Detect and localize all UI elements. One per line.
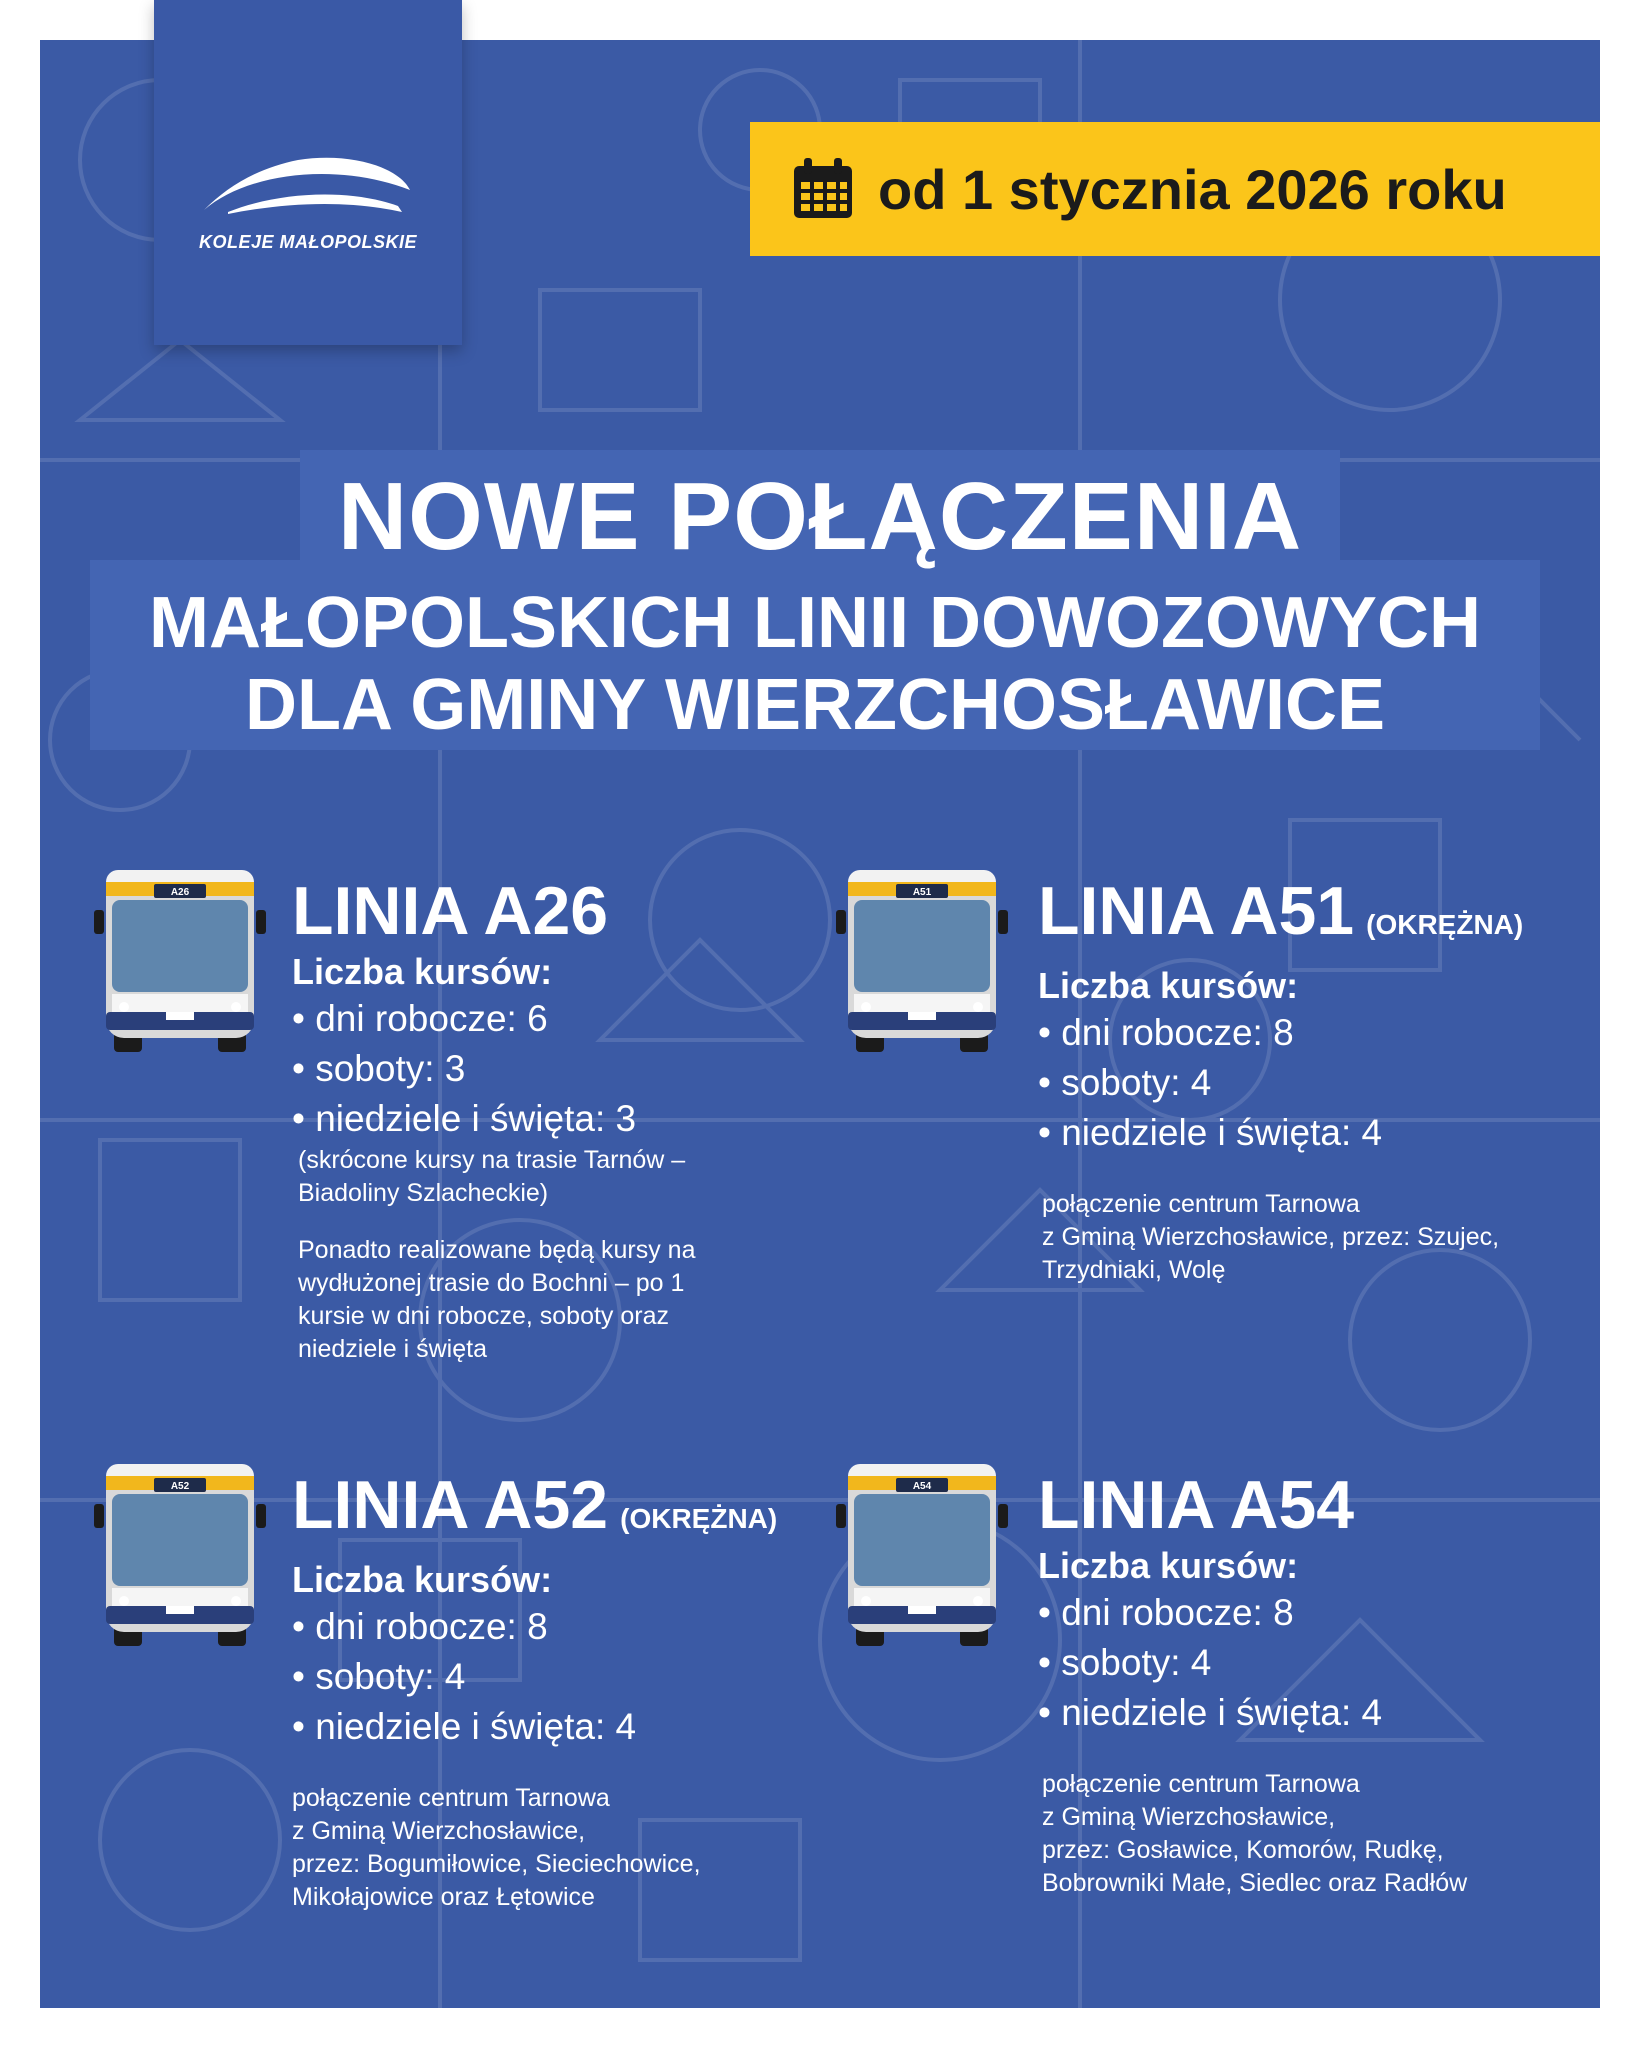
courses-label: Liczba kursów: — [292, 1559, 553, 1600]
headline-main: NOWE POŁĄCZENIA — [337, 463, 1303, 570]
headline-sub-line-2: DLA GMINY WIERZCHOSŁAWICE — [245, 665, 1385, 745]
courses-sundays: • niedziele i święta: 4 — [1038, 1112, 1383, 1153]
line-a52 — [292, 1466, 777, 1914]
bus-sign-text: A51 — [912, 887, 932, 898]
line-name: LINIA A51 — [1038, 873, 1355, 949]
desc-line: Mikołajowice oraz Łętowice — [292, 1883, 595, 1911]
desc-line: z Gminą Wierzchosławice, — [1042, 1803, 1336, 1831]
line-name: LINIA A54 — [1038, 1467, 1355, 1543]
courses-workdays: • dni robocze: 8 — [1038, 1592, 1294, 1633]
desc-line: z Gminą Wierzchosławice, przez: Szujec, — [1042, 1223, 1500, 1251]
headline-sub — [90, 582, 1540, 746]
line-name: LINIA A52 — [292, 1467, 609, 1543]
line-note: (OKRĘŻNA) — [1366, 909, 1524, 940]
bus-icon — [92, 1456, 268, 1648]
start-date-text: od 1 stycznia 2026 roku — [878, 157, 1507, 221]
courses-workdays: • dni robocze: 8 — [1038, 1012, 1294, 1053]
route-note-1: (skrócone kursy na trasie Tarnów – — [298, 1146, 686, 1174]
courses-saturdays: • soboty: 4 — [1038, 1062, 1212, 1103]
desc-line: przez: Gosławice, Komorów, Rudkę, — [1042, 1836, 1444, 1864]
desc-line: połączenie centrum Tarnowa — [1042, 1770, 1360, 1798]
desc-line: kursie w dni robocze, soboty oraz — [298, 1302, 670, 1330]
line-title — [1038, 872, 1523, 964]
bus-icon — [834, 1456, 1010, 1648]
route-note-2: Biadoliny Szlacheckie) — [298, 1179, 549, 1207]
desc-line: połączenie centrum Tarnowa — [292, 1784, 610, 1812]
date-banner — [750, 122, 1600, 256]
logo-swoosh-icon — [198, 152, 418, 222]
line-note: (OKRĘŻNA) — [620, 1503, 778, 1534]
bus-icon — [834, 862, 1010, 1054]
headline-sub-line-1: MAŁOPOLSKICH LINII DOWOZOWYCH — [149, 583, 1481, 663]
route-description — [292, 1782, 777, 1914]
line-a51 — [1038, 872, 1523, 1287]
logo-text: KOLEJE MAŁOPOLSKIE — [198, 232, 418, 252]
logo-box — [154, 0, 462, 345]
courses-sundays: • niedziele i święta: 3 — [292, 1098, 637, 1139]
line-name: LINIA A26 — [292, 873, 609, 949]
desc-line: z Gminą Wierzchosławice, — [292, 1817, 586, 1845]
courses-sundays: • niedziele i święta: 4 — [1038, 1692, 1383, 1733]
line-title — [1038, 1466, 1467, 1544]
bus-sign-text: A52 — [170, 1481, 190, 1492]
line-a54 — [1038, 1466, 1467, 1900]
courses-saturdays: • soboty: 3 — [292, 1048, 466, 1089]
desc-line: przez: Bogumiłowice, Sieciechowice, — [292, 1850, 701, 1878]
desc-line: Ponadto realizowane będą kursy na — [298, 1236, 696, 1264]
courses-saturdays: • soboty: 4 — [1038, 1642, 1212, 1683]
desc-line: Bobrowniki Małe, Siedlec oraz Radłów — [1042, 1869, 1468, 1897]
courses-label: Liczba kursów: — [292, 951, 553, 992]
desc-line: połączenie centrum Tarnowa — [1042, 1190, 1360, 1218]
route-description — [298, 1234, 696, 1366]
courses-sundays: • niedziele i święta: 4 — [292, 1706, 637, 1747]
courses-label: Liczba kursów: — [1038, 965, 1299, 1006]
courses-workdays: • dni robocze: 6 — [292, 998, 548, 1039]
route-description — [1042, 1768, 1467, 1900]
desc-line: niedziele i święta — [298, 1335, 487, 1363]
calendar-icon — [790, 156, 856, 222]
route-description — [1042, 1188, 1523, 1287]
courses-label: Liczba kursów: — [1038, 1545, 1299, 1586]
bus-icon — [92, 862, 268, 1054]
courses-saturdays: • soboty: 4 — [292, 1656, 466, 1697]
desc-line: Trzydniaki, Wolę — [1042, 1256, 1226, 1284]
line-title — [292, 872, 696, 950]
bus-sign-text: A26 — [170, 887, 190, 898]
courses-workdays: • dni robocze: 8 — [292, 1606, 548, 1647]
line-a26 — [292, 872, 696, 1366]
desc-line: wydłużonej trasie do Bochni – po 1 — [298, 1269, 685, 1297]
bus-sign-text: A54 — [912, 1481, 932, 1492]
line-title — [292, 1466, 777, 1558]
